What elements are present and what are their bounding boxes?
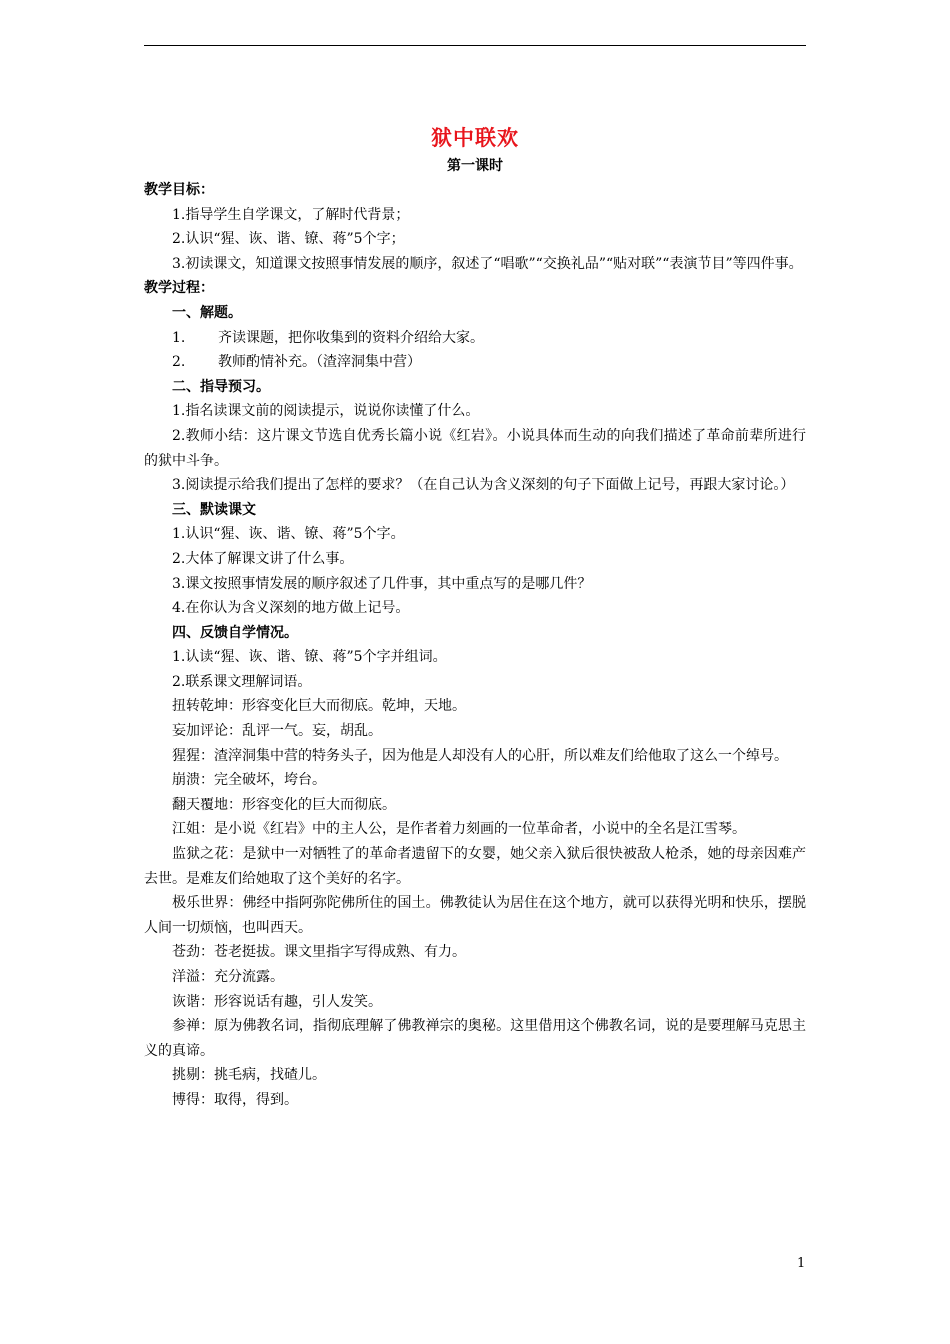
- list-item: 2.大体了解课文讲了什么事。: [172, 550, 354, 567]
- vocab-entry: 翻天覆地：形容变化的巨大而彻底。: [172, 796, 396, 813]
- list-item: [144, 326, 806, 351]
- list-item: 1.认读“猩、诙、谐、镣、蒋”5个字并组词。: [172, 649, 447, 666]
- vocab-entry: 扭转乾坤：形容变化巨大而彻底。乾坤，天地。: [172, 698, 466, 715]
- item-text: 齐读课题，把你收集到的资料介绍给大家。: [218, 329, 484, 346]
- document-body: [144, 178, 806, 1113]
- section-heading: 二、指导预习。: [172, 378, 270, 395]
- list-item: 3.阅读提示给我们提出了怎样的要求？（在自己认为含义深刻的句子下面做上记号，再跟大家讨论。）: [172, 477, 795, 494]
- vocab-entry: 参禅：原为佛教名词，指彻底理解了佛教禅宗的奥秘。这里借用这个佛教名词，说的是要理解马克思主义的真谛。: [144, 1018, 806, 1059]
- vocab-entry: 挑剔：挑毛病，找碴儿。: [172, 1067, 326, 1084]
- vocab-entry: 苍劲：苍老挺拔。课文里指字写得成熟、有力。: [172, 944, 466, 961]
- vocab-entry: 妄加评论：乱评一气。妄，胡乱。: [172, 723, 382, 740]
- list-item: 4.在你认为含义深刻的地方做上记号。: [172, 600, 410, 617]
- goal-item: 2.认识“猩、诙、谐、镣、蒋”5个字；: [172, 231, 405, 248]
- section-heading: 四、反馈自学情况。: [172, 624, 298, 641]
- list-item: [144, 350, 806, 375]
- list-item: 3.课文按照事情发展的顺序叙述了几件事，其中重点写的是哪几件？: [172, 575, 592, 592]
- vocab-entry: 洋溢：充分流露。: [172, 969, 284, 985]
- page-number: 1: [797, 1256, 806, 1271]
- goals-heading: 教学目标：: [144, 182, 214, 198]
- document-title: 狱中联欢: [431, 126, 519, 150]
- list-item: 1.认识“猩、诙、谐、镣、蒋”5个字。: [172, 526, 405, 543]
- vocab-entry: 诙谐：形容说话有趣，引人发笑。: [172, 993, 382, 1010]
- vocab-entry: 博得：取得，得到。: [172, 1091, 298, 1108]
- list-item: 2.联系课文理解词语。: [172, 673, 312, 690]
- section-heading: 一、解题。: [172, 304, 242, 321]
- vocab-entry: 猩猩：渣滓洞集中营的特务头子，因为他是人却没有人的心肝，所以难友们给他取了这么一个绰号。: [172, 747, 788, 764]
- process-heading: 教学过程：: [144, 280, 214, 297]
- document-subtitle: 第一课时: [447, 158, 503, 174]
- vocab-entry: 崩溃：完全破坏，垮台。: [172, 772, 326, 789]
- list-item: 2.教师小结：这片课文节选自优秀长篇小说《红岩》。小说具体而生动的向我们描述了革命前辈所进行的狱中斗争。: [144, 427, 806, 469]
- goal-item: 1.指导学生自学课文，了解时代背景；: [172, 206, 410, 223]
- vocab-entry: 监狱之花：是狱中一对牺牲了的革命者遗留下的女婴，她父亲入狱后很快被敌人枪杀，她的母亲因难产去世。是难友们给她取了这个美好的名字。: [144, 846, 806, 887]
- item-number: 2.: [172, 354, 186, 371]
- header-rule: [144, 45, 806, 46]
- vocab-entry: 江姐：是小说《红岩》中的主人公，是作者着力刻画的一位革命者，小说中的全名是江雪琴。: [172, 821, 746, 838]
- section-heading: 三、默读课文: [172, 501, 256, 518]
- list-item: 1.指名读课文前的阅读提示，说说你读懂了什么。: [172, 403, 480, 420]
- item-text: 教师酌情补充。（渣滓洞集中营）: [218, 354, 421, 371]
- goal-item: 3.初读课文，知道课文按照事情发展的顺序，叙述了“唱歌”“交换礼品”“贴对联”“表演节目”等四件事。: [172, 255, 803, 272]
- vocab-entry: 极乐世界：佛经中指阿弥陀佛所住的国土。佛教徒认为居住在这个地方，就可以获得光明和快乐，摆脱人间一切烦恼，也叫西天。: [144, 895, 806, 936]
- item-number: 1.: [172, 329, 186, 346]
